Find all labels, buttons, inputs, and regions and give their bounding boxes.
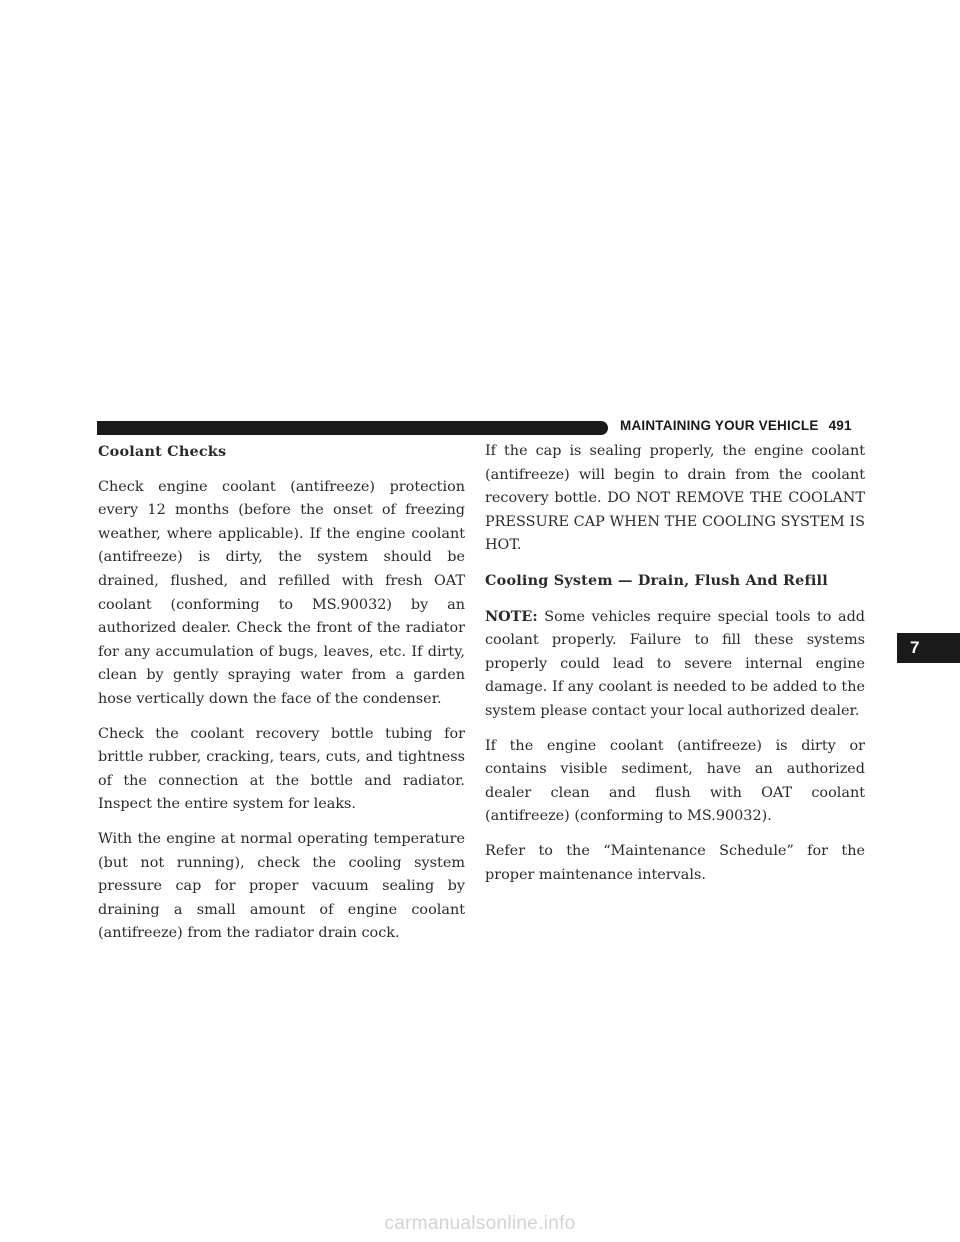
left-paragraph-1: Check engine coolant (antifreeze) protection every 12 months (before the onset of freezing weather, where applicable). If the engine coolant (antifreeze) is dirty, the system should be drained, flushed, and refilled with fresh OAT coolant (conforming to MS.90032) by an authorized dealer. Check the front of the radiator for any accumulation of bugs, leaves, etc. If dirty, clean by gently spraying water from a garden hose vertically down the face of the condenser. — [98, 478, 465, 707]
header-rule — [97, 421, 608, 435]
right-column — [485, 440, 865, 898]
note-paragraph — [485, 605, 865, 724]
note-text: Some vehicles require special tools to add coolant properly. Failure to fill these systems properly could lead to severe internal engine damage. If any coolant is needed to be added to the system please contact your local authorized dealer. — [485, 608, 865, 719]
right-paragraph-2: Refer to the “Maintenance Schedule” for the proper maintenance intervals. — [485, 842, 865, 883]
running-header — [620, 418, 852, 433]
left-paragraph-3: With the engine at normal operating temperature (but not running), check the cooling system pressure cap for proper vacuum sealing by draining a small amount of engine coolant (antifreeze) from the radiator drain cock. — [98, 830, 465, 942]
section-title: MAINTAINING YOUR VEHICLE — [620, 418, 819, 433]
right-paragraph-1: If the engine coolant (antifreeze) is dirty or contains visible sediment, have an authorized dealer clean and flush with OAT coolant (antifreeze) (conforming to MS.90032). — [485, 737, 865, 825]
coolant-checks-heading: Coolant Checks — [98, 443, 227, 460]
left-column — [98, 440, 465, 957]
left-paragraph-2: Check the coolant recovery bottle tubing for brittle rubber, cracking, tears, cuts, and tightness of the connection at the bottle and radiator. Inspect the entire system for leaks. — [98, 725, 465, 813]
watermark: carmanualsonline.info — [384, 1213, 576, 1234]
note-label: NOTE: — [485, 607, 538, 625]
page-number: 491 — [828, 418, 852, 433]
right-intro-paragraph: If the cap is sealing properly, the engine coolant (antifreeze) will begin to drain from the coolant recovery bottle. DO NOT REMOVE THE COOLANT PRESSURE CAP WHEN THE COOLING SYSTEM IS HOT. — [485, 443, 865, 554]
cooling-system-heading: Cooling System — Drain, Flush And Refill — [485, 571, 828, 589]
chapter-tab: 7 — [897, 633, 960, 663]
